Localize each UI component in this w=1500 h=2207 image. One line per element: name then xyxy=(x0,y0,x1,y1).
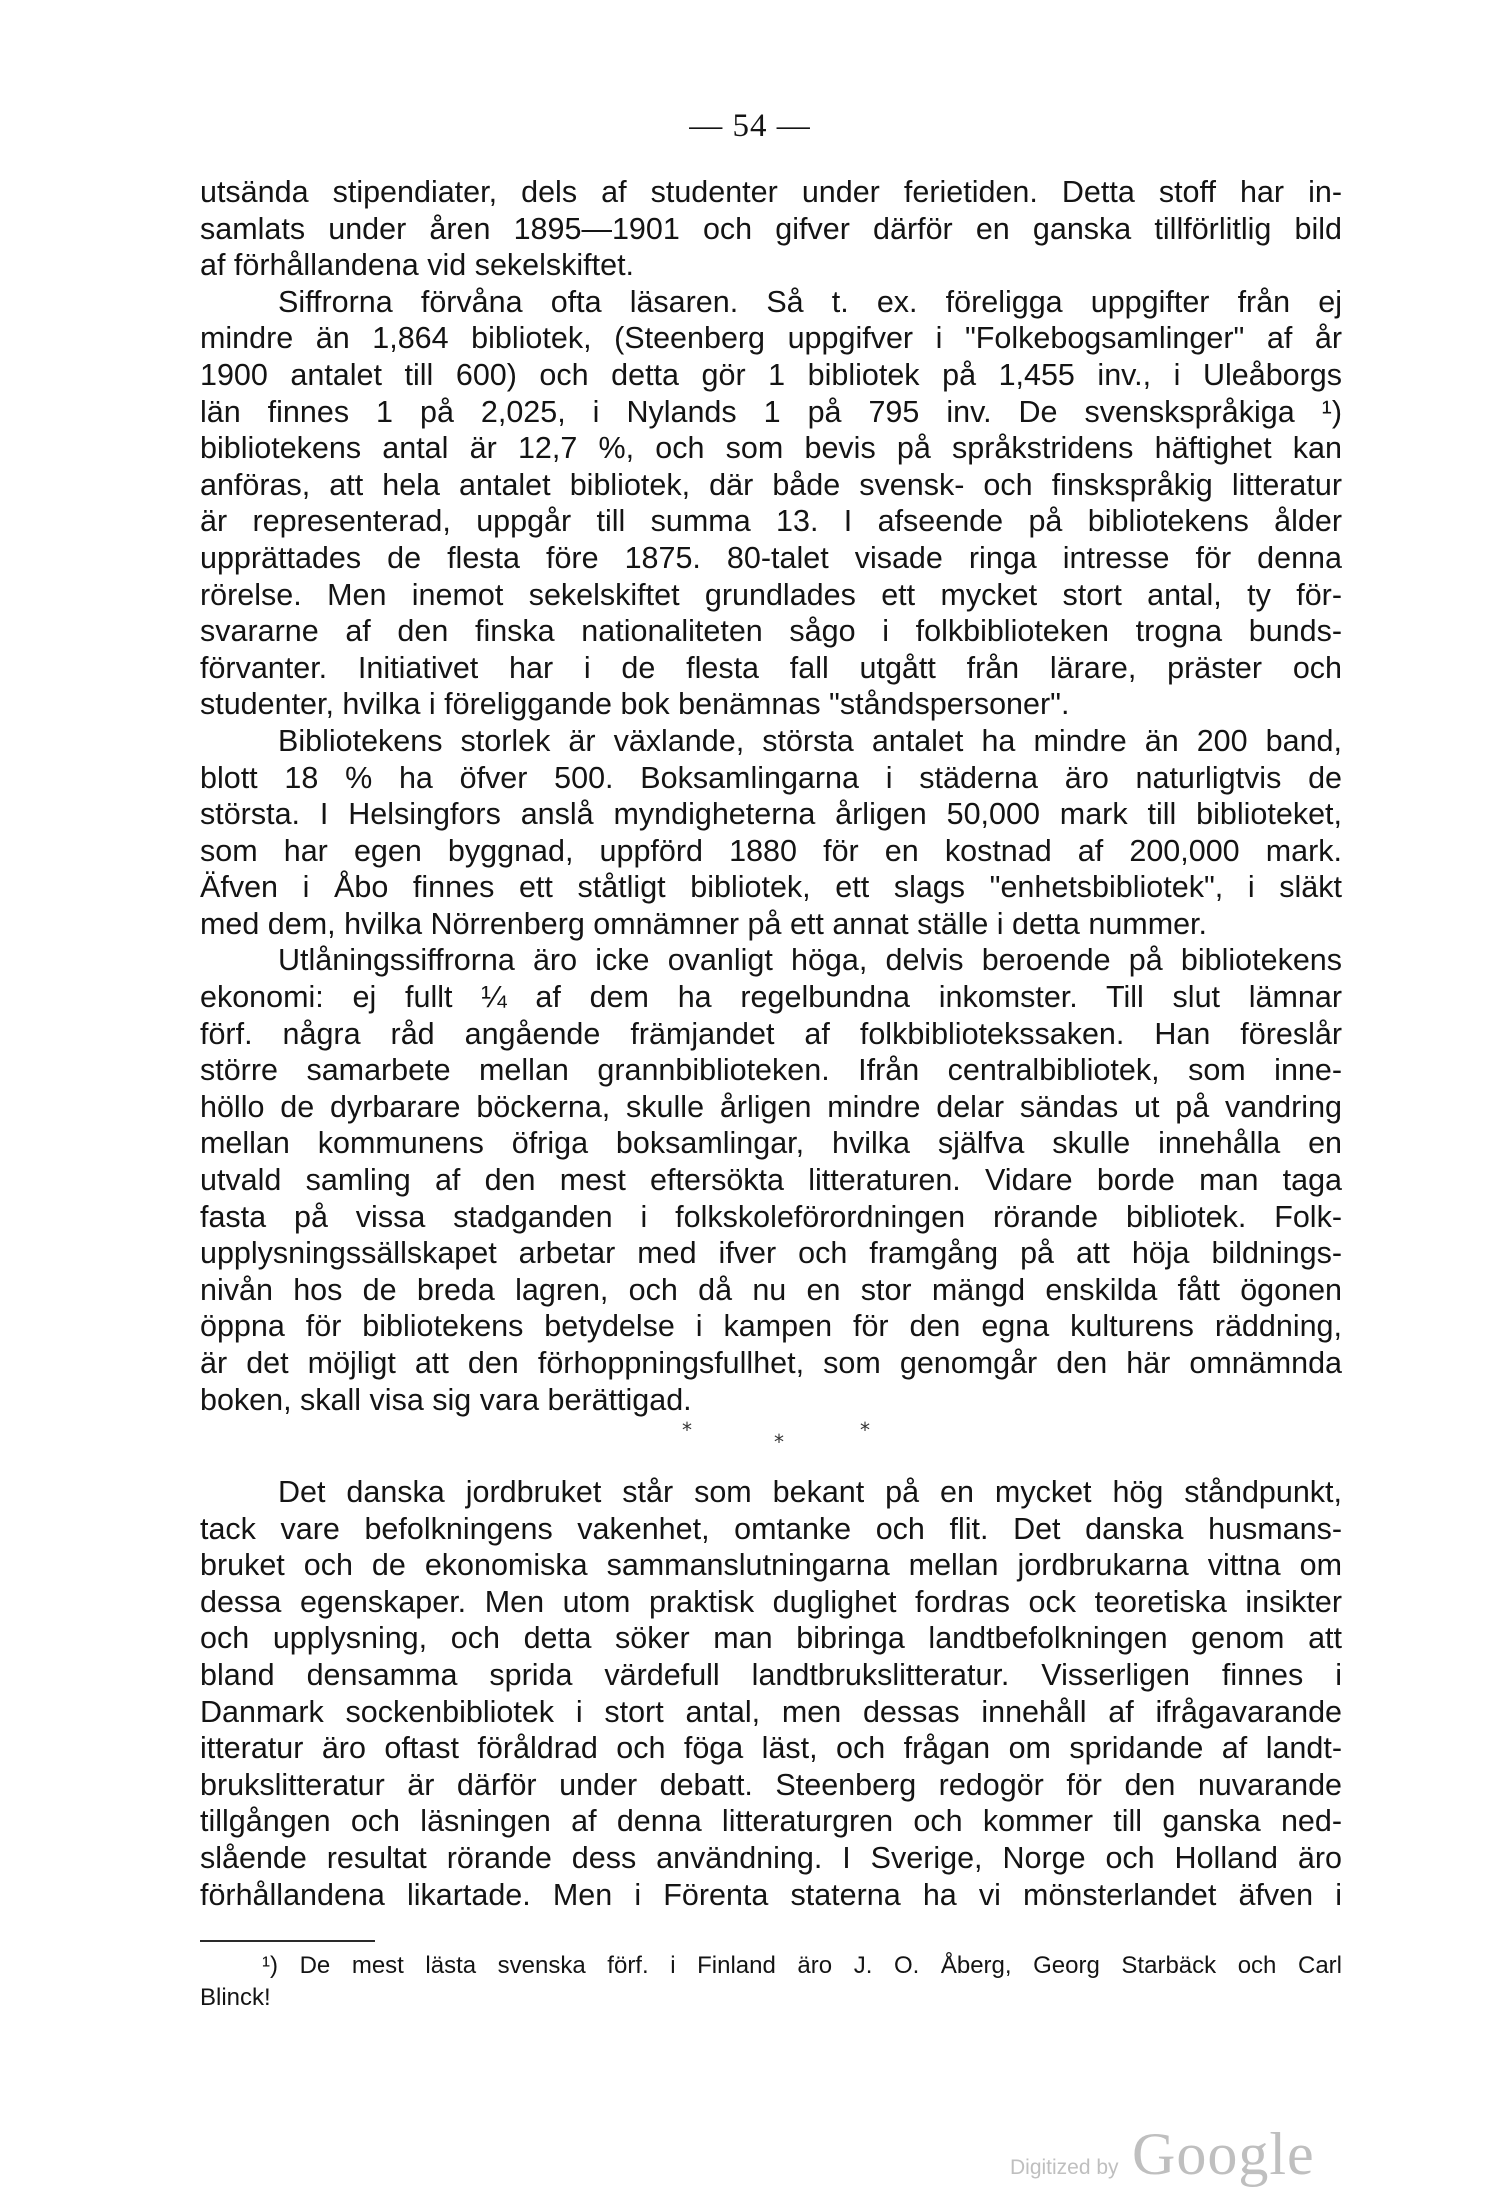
text-line: mindre än 1,864 bibliotek, (Steenberg uppgifver i "Folkebogsamlinger" af år xyxy=(200,321,1342,356)
text-line: som har egen byggnad, uppförd 1880 för en kostnad af 200,000 mark. xyxy=(200,833,1342,868)
text-line: är representerad, uppgår till summa 13. I afseende på bibliotekens ålder xyxy=(200,504,1342,539)
watermark-prefix: Digitized by xyxy=(1010,2156,1119,2179)
text-line: större samarbete mellan grannbiblioteken. Ifrån centralbibliotek, som inne- xyxy=(200,1053,1342,1088)
text-line: boken, skall visa sig vara berättigad. xyxy=(200,1382,692,1417)
asterism-star: * xyxy=(860,1418,870,1442)
digitized-by-watermark xyxy=(1010,2121,1315,2188)
text-line: dessa egenskaper. Men utom praktisk duglighet fordras ock teoretiska insikter xyxy=(200,1584,1342,1619)
footnote-line: Blinck! xyxy=(200,1984,271,2011)
footnote-line: ¹) De mest lästa svenska förf. i Finland äro J. O. Åberg, Georg Starbäck och Carl xyxy=(262,1952,1342,1979)
text-line: utvald samling af den mest eftersökta litteraturen. Vidare borde man taga xyxy=(200,1163,1342,1198)
text-line: län finnes 1 på 2,025, i Nylands 1 på 795 inv. De svenskspråkiga ¹) xyxy=(200,394,1342,429)
text-line: slående resultat rörande dess användning. I Sverige, Norge och Holland äro xyxy=(200,1840,1342,1875)
text-line: öppna för bibliotekens betydelse i kampen för den egna kulturens räddning, xyxy=(200,1309,1342,1344)
text-line: bibliotekens antal är 12,7 %, och som bevis på språkstridens häftighet kan xyxy=(200,431,1342,466)
text-line: mellan kommunens öfriga boksamlingar, hvilka själfva skulle innehålla en xyxy=(200,1126,1342,1161)
asterism-star: * xyxy=(774,1430,784,1454)
footnote-divider xyxy=(200,1940,375,1942)
text-line: fasta på vissa stadganden i folkskoleförordningen rörande bibliotek. Folk- xyxy=(200,1199,1342,1234)
text-line: bland densamma sprida värdefull landtbrukslitteratur. Visserligen finnes i xyxy=(200,1657,1342,1692)
text-line: Äfven i Åbo finnes ett ståtligt bibliotek, ett slags "enhetsbibliotek", i släkt xyxy=(200,870,1342,905)
asterism-star: * xyxy=(682,1418,692,1442)
text-line: är det möjligt att den förhoppningsfullhet, som genomgår den här omnämnda xyxy=(200,1346,1342,1380)
text-line: upprättades de flesta före 1875. 80-talet visade ringa intresse för denna xyxy=(200,540,1342,575)
text-line: med dem, hvilka Nörrenberg omnämner på ett annat ställe i detta nummer. xyxy=(200,906,1208,941)
text-line: rörelse. Men inemot sekelskiftet grundlades ett mycket stort antal, ty för- xyxy=(200,577,1342,612)
text-line: nivån hos de breda lagren, och då nu en stor mängd enskilda fått ögonen xyxy=(200,1272,1342,1307)
text-line: Danmark sockenbibliotek i stort antal, men dessas innehåll af ifrågavarande xyxy=(200,1694,1342,1729)
page-number: — 54 — xyxy=(689,108,811,144)
text-line: utsända stipendiater, dels af studenter under ferietiden. Detta stoff har in- xyxy=(200,175,1342,209)
text-line: Det danska jordbruket står som bekant på en mycket hög ståndpunkt, xyxy=(278,1475,1342,1509)
text-line: tack vare befolkningens vakenhet, omtanke och flit. Det danska husmans- xyxy=(200,1511,1342,1546)
text-line: och upplysning, och detta söker man bibringa landtbefolkningen genom att xyxy=(200,1621,1342,1656)
text-line: brukslitteratur är därför under debatt. Steenberg redogör för den nuvarande xyxy=(200,1767,1342,1802)
text-line: ekonomi: ej fullt ¼ af dem ha regelbundna inkomster. Till slut lämnar xyxy=(200,980,1342,1015)
text-line: bruket och de ekonomiska sammanslutningarna mellan jordbrukarna vittna om xyxy=(200,1548,1342,1583)
text-line: förf. några råd angående främjandet af folkbibliotekssaken. Han föreslår xyxy=(200,1016,1342,1051)
text-line: största. I Helsingfors anslå myndigheterna årligen 50,000 mark till biblioteket, xyxy=(200,797,1342,832)
text-line: höllo de dyrbarare böckerna, skulle årligen mindre delar sändas ut på vandring xyxy=(200,1089,1342,1124)
text-line: Utlåningssiffrorna äro icke ovanligt höga, delvis beroende på bibliotekens xyxy=(278,943,1342,978)
text-line: Bibliotekens storlek är växlande, största antalet ha mindre än 200 band, xyxy=(278,723,1342,758)
section-separator xyxy=(0,1418,1500,1454)
text-line: 1900 antalet till 600) och detta gör 1 bibliotek på 1,455 inv., i Uleåborgs xyxy=(200,357,1342,392)
text-line: Siffrorna förvåna ofta läsaren. Så t. ex. föreligga uppgifter från ej xyxy=(278,284,1342,319)
text-line: upplysningssällskapet arbetar med ifver och framgång på att höja bildnings- xyxy=(200,1236,1342,1271)
footnote xyxy=(200,1950,1342,2014)
text-line: svararne af den finska nationaliteten sågo i folkbiblioteken trogna bunds- xyxy=(200,614,1342,649)
text-line: anföras, att hela antalet bibliotek, där både svensk- och finskspråkig litteratur xyxy=(200,467,1342,502)
google-logo: Google xyxy=(1132,2121,1315,2187)
text-line: samlats under åren 1895—1901 och gifver därför en ganska tillförlitlig bild xyxy=(200,211,1342,246)
text-line: studenter, hvilka i föreliggande bok benämnas "ståndspersoner". xyxy=(200,687,1070,722)
text-line: af förhållandena vid sekelskiftet. xyxy=(200,248,635,283)
main-text-bottom xyxy=(200,1474,1342,1913)
text-line: blott 18 % ha öfver 500. Boksamlingarna i städerna äro naturligtvis de xyxy=(200,760,1342,795)
text-line: förvanter. Initiativet har i de flesta fall utgått från lärare, präster och xyxy=(200,650,1342,685)
text-line: förhållandena likartade. Men i Förenta staterna ha vi mönsterlandet äfven i xyxy=(200,1877,1342,1912)
text-line: itteratur äro oftast föråldrad och föga läst, och frågan om spridande af landt- xyxy=(200,1731,1342,1766)
main-text-top xyxy=(200,174,1342,1418)
text-line: tillgången och läsningen af denna litteraturgren och kommer till ganska ned- xyxy=(200,1804,1342,1839)
